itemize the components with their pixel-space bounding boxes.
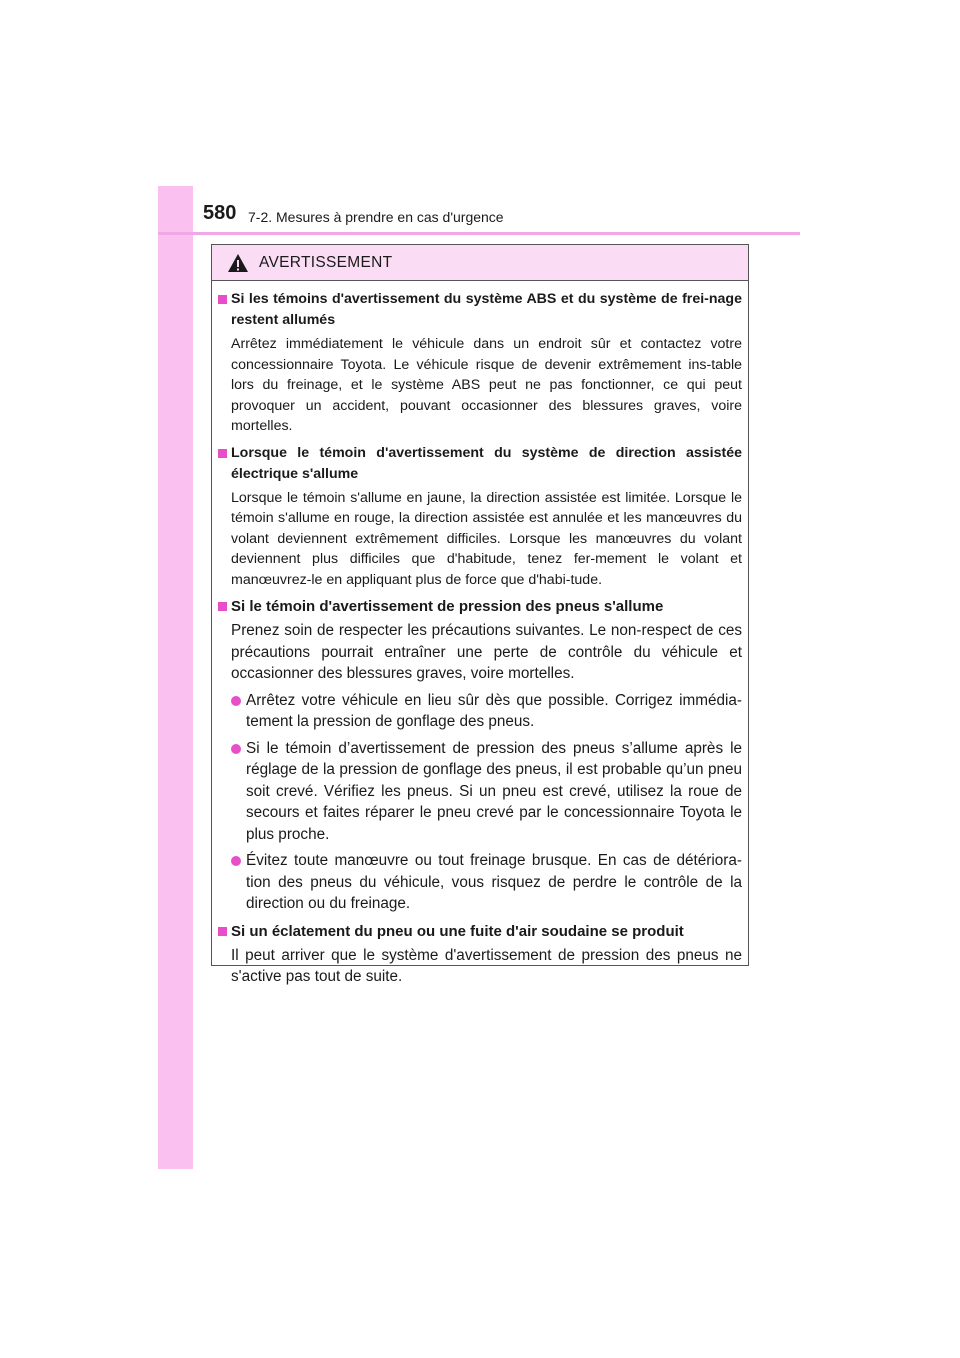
- list-item: Arrêtez votre véhicule en lieu sûr dès que possible. Corrigez immédia-tement la pression de gonflage des pneus.: [231, 690, 742, 733]
- item-text: Prenez soin de respecter les précautions suivantes. Le non-respect de ces précautions pourrait entraîner une perte de contrôle du véhicule et occasionner des blessures graves, voire mortelles.: [231, 622, 742, 682]
- list-item: Évitez toute manœuvre ou tout freinage brusque. En cas de détériora-tion des pneus du véhicule, vous risquez de perdre le contrôle de la direction ou du freinage.: [231, 850, 742, 915]
- round-bullet-icon: [231, 696, 241, 706]
- item-heading: Si le témoin d'avertissement de pression des pneus s'allume: [231, 598, 664, 615]
- square-bullet-icon: [218, 602, 227, 611]
- warning-triangle-icon: [227, 253, 249, 273]
- warning-header: [212, 245, 748, 281]
- list-item: Si le témoin d’avertissement de pression des pneus s’allume après le réglage de la pression de gonflage des pneus, il est probable qu’un pneu soit crevé. Vérifiez les pneus. Si un pneu est crevé, utilisez la roue de secours et faites réparer le pneu crevé par le concessionnaire Toyota le plus proche.: [231, 738, 742, 846]
- item-text: Lorsque le témoin s'allume en jaune, la direction assistée est limitée. Lorsque le témoin s'allume en rouge, la direction assistée est annulée et les manœuvres du volant deviennent extrêmement difficiles. Lorsque les manœuvres du volant deviennent plus difficiles que d'habitude, tenez fer-mement le volant et manœuvrez-le en appliquant plus de force que d'habi-tude.: [231, 489, 742, 588]
- side-color-strip: [158, 186, 193, 1169]
- round-bullet-icon: [231, 856, 241, 866]
- warning-box: [211, 244, 749, 985]
- round-bullet-icon: [231, 744, 241, 754]
- section-title: 7-2. Mesures à prendre en cas d'urgence: [248, 209, 504, 225]
- warning-item-blowout: [218, 921, 742, 988]
- item-text: Il peut arriver que le système d'avertissement de pression des pneus ne s'active pas tout de suite.: [231, 946, 742, 985]
- square-bullet-icon: [218, 295, 227, 304]
- square-bullet-icon: [218, 449, 227, 458]
- item-heading: Lorsque le témoin d'avertissement du système de direction assistée électrique s'allume: [231, 444, 742, 482]
- item-heading: Si les témoins d'avertissement du système ABS et du système de frei-nage restent allumés: [231, 291, 742, 328]
- warning-item-abs: [218, 289, 742, 437]
- warning-title: AVERTISSEMENT: [259, 253, 393, 271]
- item-heading: Si un éclatement du pneu ou une fuite d'air soudaine se produit: [231, 922, 684, 940]
- warning-item-tpms: [218, 596, 742, 915]
- warning-body: [212, 281, 748, 988]
- item-text: Arrêtez immédiatement le véhicule dans un endroit sûr et contactez votre concessionnaire Toyota. Le véhicule risque de devenir extrêmement ins-table lors du freinage, et le système ABS peut ne pas fonctionner, ce qui peut provoquer un accident, pouvant occasionner des blessures graves, voire mortelles.: [231, 336, 742, 434]
- warning-item-eps: [218, 443, 742, 591]
- page-number: 580: [203, 202, 237, 224]
- square-bullet-icon: [218, 927, 227, 936]
- header-rule: [158, 232, 800, 235]
